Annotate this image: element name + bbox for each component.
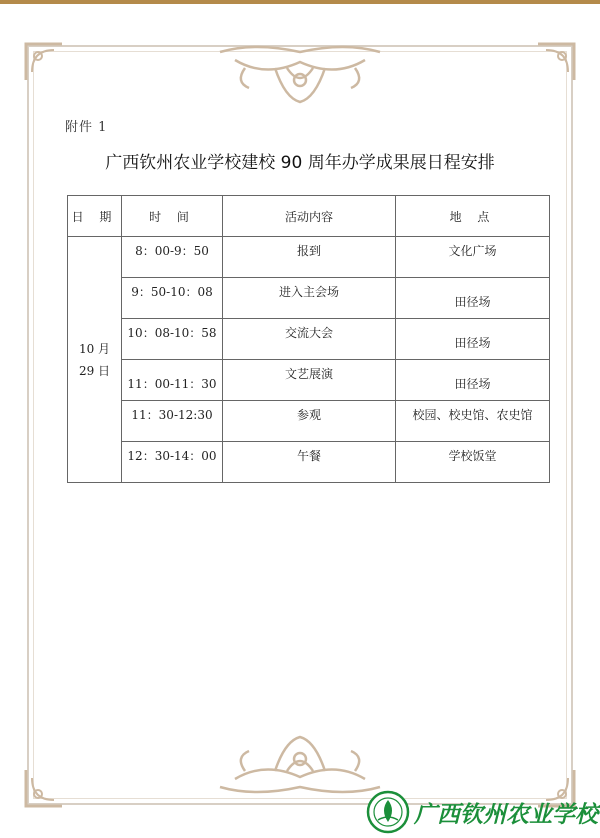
table-row xyxy=(68,237,550,278)
top-border-line xyxy=(0,0,600,4)
header-date: 日 期 xyxy=(68,196,122,237)
corner-ornament-bottom-left xyxy=(24,768,64,808)
activity-cell: 午餐 xyxy=(223,442,396,483)
location-cell: 田径场 xyxy=(396,319,550,360)
table-row xyxy=(68,401,550,442)
header-time: 时 间 xyxy=(122,196,223,237)
time-cell: 9：50-10：08 xyxy=(122,278,223,319)
activity-cell: 进入主会场 xyxy=(223,278,396,319)
top-center-ornament xyxy=(215,38,385,106)
location-cell: 学校饭堂 xyxy=(396,442,550,483)
table-header-row xyxy=(68,196,550,237)
date-month: 10 月 xyxy=(78,341,111,356)
date-day: 29 日 xyxy=(78,363,111,378)
location-cell: 文化广场 xyxy=(396,237,550,278)
header-location: 地 点 xyxy=(396,196,550,237)
date-cell xyxy=(68,237,122,483)
school-logo-watermark xyxy=(362,786,600,838)
schedule-table xyxy=(67,195,550,483)
activity-cell: 报到 xyxy=(223,237,396,278)
activity-cell: 交流大会 xyxy=(223,319,396,360)
time-cell: 11：00-11：30 xyxy=(122,360,223,401)
location-cell: 田径场 xyxy=(396,360,550,401)
table-row xyxy=(68,360,550,401)
document-title: 广西钦州农业学校建校 90 周年办学成果展日程安排 xyxy=(105,153,495,173)
activity-cell: 参观 xyxy=(223,401,396,442)
table-row xyxy=(68,442,550,483)
school-name-watermark: 广西钦州农业学校 xyxy=(414,802,598,828)
corner-ornament-top-left xyxy=(24,42,64,82)
time-cell: 12：30-14：00 xyxy=(122,442,223,483)
school-emblem-icon xyxy=(366,790,410,834)
header-activity: 活动内容 xyxy=(223,196,396,237)
attachment-label: 附件 1 xyxy=(65,120,108,135)
time-cell: 8：00-9：50 xyxy=(122,237,223,278)
location-cell: 校园、校史馆、农史馆 xyxy=(396,401,550,442)
table-row xyxy=(68,319,550,360)
corner-ornament-top-right xyxy=(536,42,576,82)
activity-cell: 文艺展演 xyxy=(223,360,396,401)
time-cell: 11：30-12:30 xyxy=(122,401,223,442)
bottom-center-ornament xyxy=(215,733,385,801)
time-cell: 10：08-10：58 xyxy=(122,319,223,360)
table-row xyxy=(68,278,550,319)
location-cell: 田径场 xyxy=(396,278,550,319)
